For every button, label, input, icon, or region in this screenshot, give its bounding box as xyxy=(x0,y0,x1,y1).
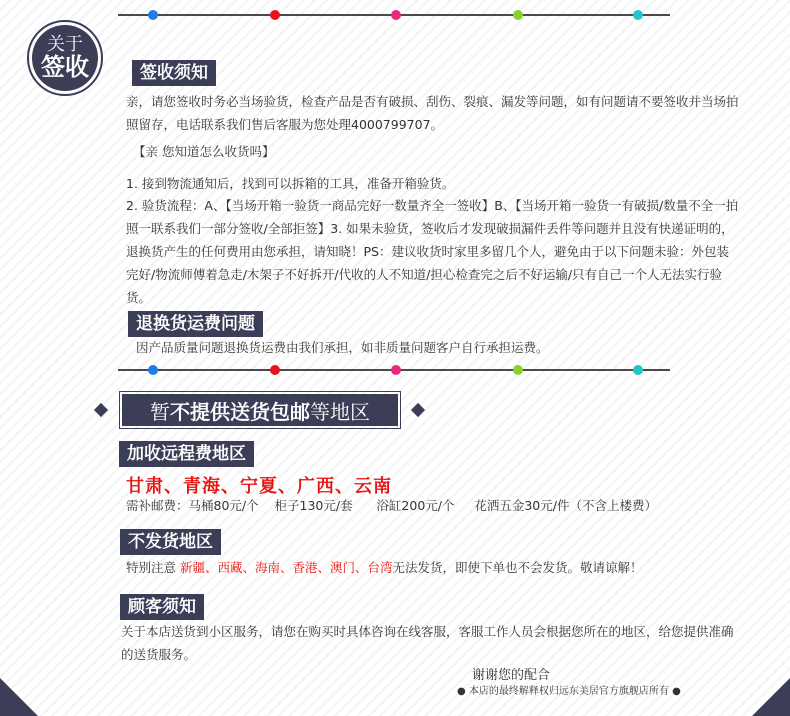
nodelivery-heading: 不发货地区 xyxy=(120,529,221,555)
banner-post: 等地区 xyxy=(310,399,370,424)
remote-regions: 甘肃、青海、宁夏、广西、云南 xyxy=(126,476,392,497)
nodelivery-text xyxy=(126,556,643,579)
banner-bold: 不提供送货包邮 xyxy=(170,399,310,424)
badge-line1: 关于 xyxy=(47,33,83,55)
divider-dot xyxy=(270,365,280,375)
divider-dot xyxy=(270,10,280,20)
return-text: 因产品质量问题退换货运费由我们承担，如非质量问题客户自行承担运费。 xyxy=(136,340,549,355)
divider-dot xyxy=(391,365,401,375)
nodelivery-prefix: 特别注意 xyxy=(126,560,180,575)
sign-step2: 2. 验货流程：A、【当场开箱一验货一商品完好一数量齐全一签收】B、【当场开箱一验货一有破损/数量不全一拍照一联系我们一部分签收/全部拒签】3. 如果未验货，签收后才发现破损漏件丢件等问题并且没有快递证明的，退换货产生的任何费用由您承担，请知晓！PS：建议收货时家里多留几个人，避免由于以下问题未验：外包装完好/物流师傅着急走/木架子不好拆开/代收的人不知道/担心检查完之后不好运输/只有自己一个人无法实行验货。 xyxy=(126,198,739,305)
nodelivery-suffix: 无法发货，即使下单也不会发货。敬请谅解！ xyxy=(392,560,643,575)
divider-dot xyxy=(633,10,643,20)
badge-line2: 签收 xyxy=(41,52,89,81)
customer-text: 关于本店送货到小区服务，请您在购买时具体咨询在线客服，客服工作人员会根据您所在的地区，给您提供准确的送货服务。 xyxy=(121,624,734,662)
customer-heading: 顾客须知 xyxy=(120,594,204,620)
top-divider xyxy=(118,14,670,16)
corner-decoration-left xyxy=(0,678,38,716)
no-free-delivery-banner xyxy=(119,391,401,429)
return-heading: 退换货运费问题 xyxy=(128,311,263,337)
sign-heading: 签收须知 xyxy=(132,60,216,86)
remote-fees: 需补邮费：马桶80元/个 柜子130元/套 浴缸200元/个 花洒五金30元/件（不含上楼费） xyxy=(126,498,657,513)
divider-dot xyxy=(391,10,401,20)
about-sign-badge xyxy=(27,20,103,96)
sign-step1: 1. 接到物流通知后，找到可以拆箱的工具，准备开箱验货。 xyxy=(126,176,455,191)
divider-dot xyxy=(148,10,158,20)
footer-note: ● 本店的最终解释权归远东美居官方旗舰店所有 ● xyxy=(457,686,681,697)
divider-dot xyxy=(513,10,523,20)
banner-pre: 暂 xyxy=(150,399,170,424)
remote-heading: 加收远程费地区 xyxy=(119,441,254,467)
divider-dot xyxy=(513,365,523,375)
footer-thanks: 谢谢您的配合 xyxy=(472,668,551,683)
sign-paragraph: 亲，请您签收时务必当场验货，检查产品是否有破损、刮伤、裂痕、漏发等问题，如有问题请不要签收并当场拍照留存，电话联系我们售后客服为您处理4000799707。 xyxy=(126,94,739,132)
nodelivery-areas: 新疆、西藏、海南、香港、澳门、台湾 xyxy=(179,560,393,575)
middle-divider xyxy=(118,369,670,371)
corner-decoration-right xyxy=(752,678,790,716)
divider-dot xyxy=(148,365,158,375)
divider-dot xyxy=(633,365,643,375)
sign-question: 【亲 您知道怎么收货吗】 xyxy=(133,144,275,159)
